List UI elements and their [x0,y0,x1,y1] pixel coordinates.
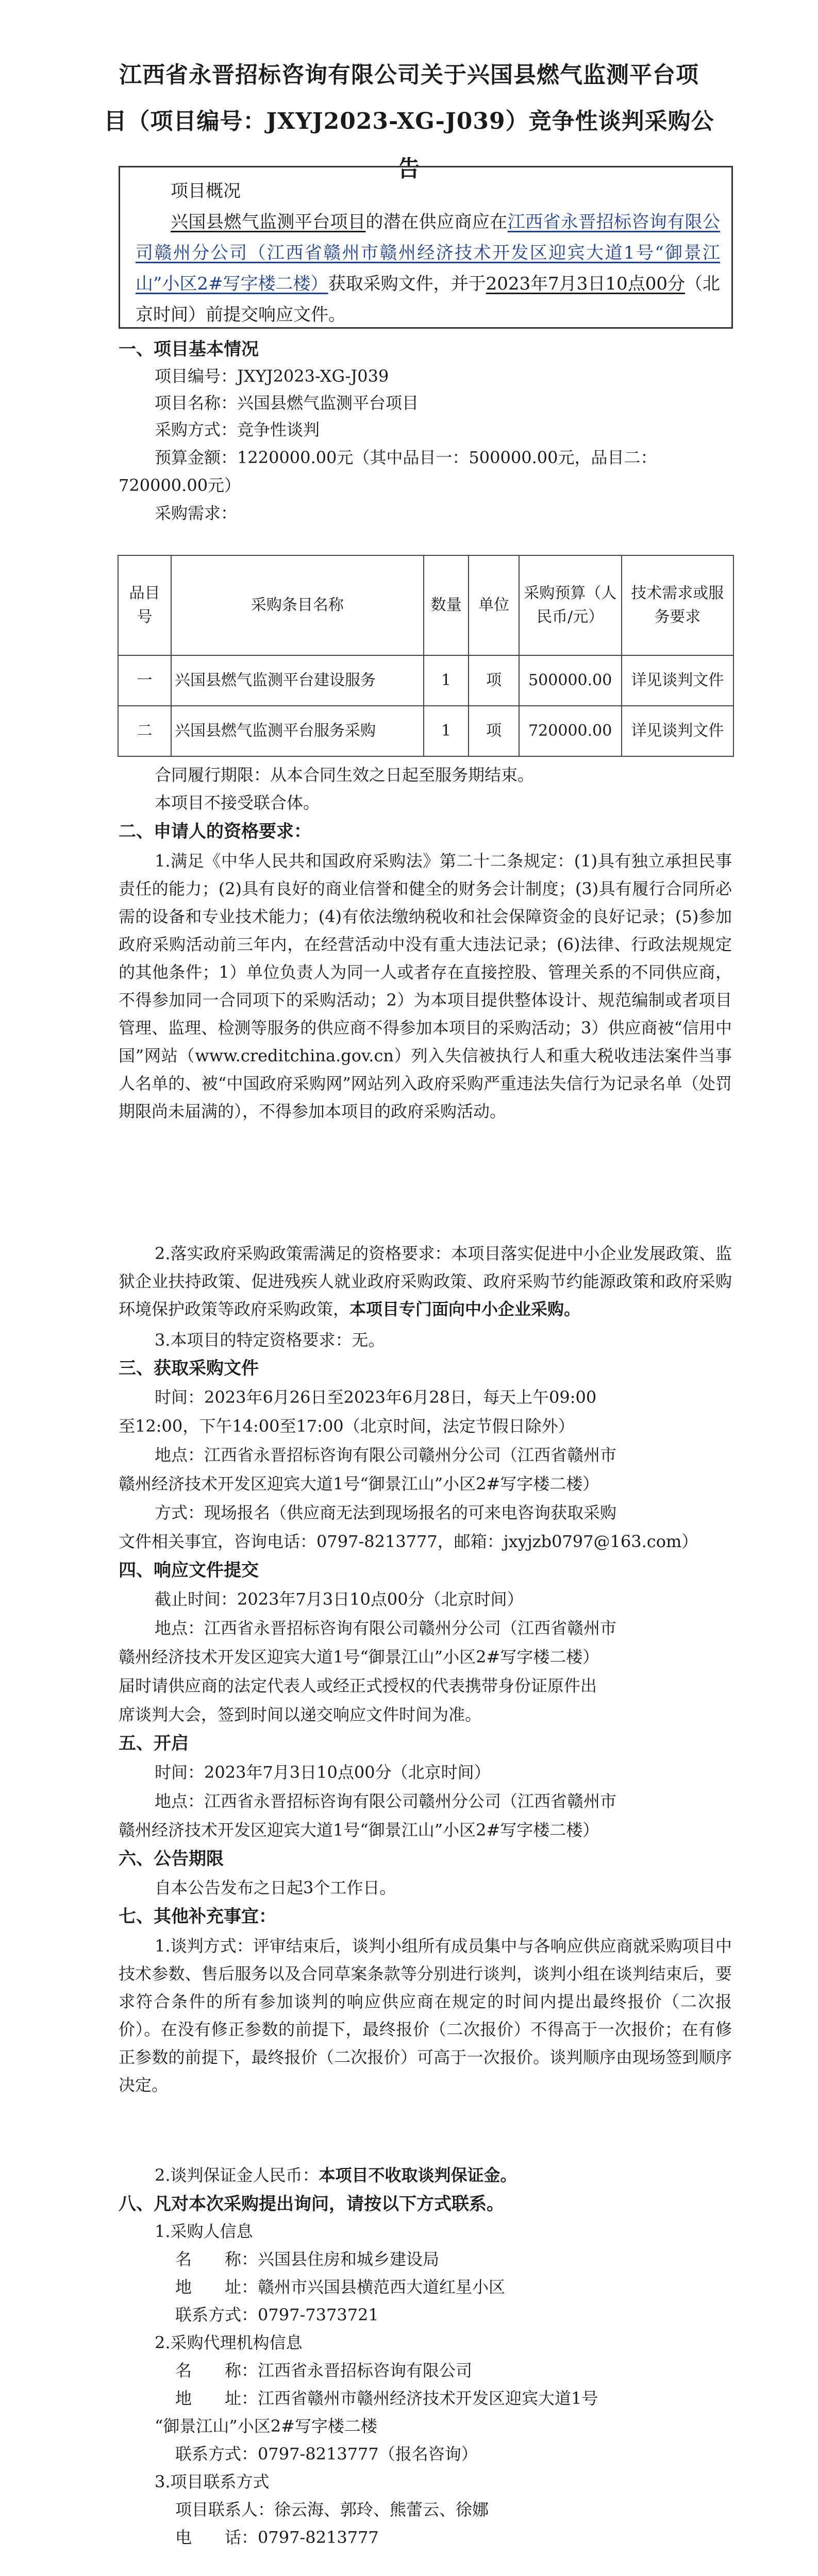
overview-location: 江西省永晋招标咨询有限公司赣州分公司（江西省赣州市赣州经济技术开发区迎宾大道1号“御景江山”小区2#写字楼二楼） [136,212,721,294]
table-cell: 1 [424,706,469,756]
procurement-needs-label: 采购需求： [155,503,238,523]
opening-place-cont: 赣州经济技术开发区迎宾大道1号“御景江山”小区2#写字楼二楼） [119,1820,599,1840]
section-3-heading: 三、获取采购文件 [119,1358,259,1379]
obtain-time-cont: 至12:00，下午14:00至17:00（北京时间，法定节假日除外） [119,1416,575,1436]
buyer-address: 地 址：赣州市兴国县横范西大道红星小区 [175,2277,506,2297]
qualification-specific: 3.本项目的特定资格要求：无。 [155,1330,385,1350]
obtain-way: 方式：现场报名（供应商无法到现场报名的可来电咨询获取采购 [155,1503,617,1522]
section-4-heading: 四、响应文件提交 [119,1560,259,1581]
project-name: 项目名称：兴国县燃气监测平台项目 [155,393,419,413]
buyer-info-heading: 1.采购人信息 [155,2222,253,2241]
budget-amount-cont: 720000.00元） [119,476,241,495]
table-cell: 详见谈判文件 [622,655,733,706]
section-1-heading: 一、项目基本情况 [119,339,259,360]
submit-place: 地点：江西省永晋招标咨询有限公司赣州分公司（江西省赣州市 [155,1618,617,1638]
obtain-place-cont: 赣州经济技术开发区迎宾大道1号“御景江山”小区2#写字楼二楼） [119,1474,599,1494]
table-cell: 720000.00 [519,706,622,756]
sme-only-note: 本项目专门面向中小企业采购。 [349,1299,581,1319]
obtain-way-cont: 文件相关事宜，咨询电话：0797-8213777，邮箱：jxyjzb0797@163.com） [119,1532,698,1551]
agency-address: 地 址：江西省赣州市赣州经济技术开发区迎宾大道1号 [175,2388,598,2408]
section-8-heading: 八、凡对本次采购提出询问，请按以下方式联系。 [119,2194,504,2214]
overview-deadline: 2023年7月3日10点00分 [486,274,685,294]
overview-project-name: 兴国县燃气监测平台项目 [171,212,366,232]
bid-bond-note [155,2162,517,2189]
submit-place-cont2: 届时请供应商的法定代表人或经正式授权的代表携带身份证原件出 [119,1676,597,1696]
agency-name: 名 称：江西省永晋招标咨询有限公司 [175,2361,473,2380]
overview-text-part: 的潜在供应商应在 [365,212,508,232]
table-cell: 兴国县燃气监测平台服务采购 [171,706,424,756]
project-contact-phone: 电 话：0797-8213777 [175,2528,379,2547]
overview-text-part: 获取采购文件，并于 [328,274,486,294]
section-7-heading: 七、其他补充事宜： [119,1906,276,1927]
section-2-heading: 二、申请人的资格要求： [119,821,311,842]
table-cell: 500000.00 [519,655,622,706]
section-5-heading: 五、开启 [119,1733,189,1754]
table-header-cell: 单位 [469,555,519,655]
section-6-heading: 六、公告期限 [119,1849,224,1869]
project-overview-box [119,166,733,329]
bid-bond-value: 本项目不收取谈判保证金。 [319,2165,517,2185]
consortium-note: 本项目不接受联合体。 [155,793,320,812]
buyer-name: 名 称：兴国县住房和城乡建设局 [175,2249,440,2269]
table-cell: 项 [469,655,519,706]
table-cell: 一 [118,655,171,706]
requirements-table [118,555,734,757]
agency-phone: 联系方式：0797-8213777（报名咨询） [175,2444,478,2464]
overview-heading: 项目概况 [171,181,241,201]
table-cell: 1 [424,655,469,706]
agency-info-heading: 2.采购代理机构信息 [155,2333,303,2352]
negotiation-method: 1.谈判方式：评审结束后，谈判小组所有成员集中与各响应供应商就采购项目中技术参数、售后服务以及合同草案条款等分别进行谈判，谈判小组在谈判结束后，要求符合条件的所有参加谈判的响应供应商在规定的时间内提出最终报价（二次报价）。在没有修正参数的前提下，最终报价（二次报价）不得高于一次报价；在有修正参数的前提下，最终报价（二次报价）可高于一次报价。谈判顺序由现场签到顺序决定。 [119,1936,732,2095]
agency-address-cont: “御景江山”小区2#写字楼二楼 [155,2416,377,2436]
announcement-period: 自本公告发布之日起3个工作日。 [155,1878,396,1897]
qualification-policy-text: 2.落实政府采购政策需满足的资格要求：本项目落实促进中小企业发展政策、监狱企业扶持政策、促进残疾人就业政府采购政策、政府采购节约能源政策和政府采购环境保护政策等政府采购政策， [119,1244,732,1319]
opening-place: 地点：江西省永晋招标咨询有限公司赣州分公司（江西省赣州市 [155,1791,617,1811]
budget-amount: 预算金额：1220000.00元（其中品目一：500000.00元，品目二： [155,448,657,467]
table-header-cell: 品目号 [118,555,171,655]
buyer-phone: 联系方式：0797-7373721 [175,2305,379,2325]
obtain-place: 地点：江西省永晋招标咨询有限公司赣州分公司（江西省赣州市 [155,1445,617,1465]
contract-period: 合同履行期限：从本合同生效之日起至服务期结束。 [155,765,535,785]
table-header-row [118,555,733,655]
submit-place-cont: 赣州经济技术开发区迎宾大道1号“御景江山”小区2#写字楼二楼） [119,1647,599,1667]
table-header-cell: 数量 [424,555,469,655]
qualification-general: 1.满足《中华人民共和国政府采购法》第二十二条规定：(1)具有独立承担民事责任的能力；(2)具有良好的商业信誉和健全的财务会计制度；(3)具有履行合同所必需的设备和专业技术能力；(4)有依法缴纳税收和社会保障资金的良好记录；(5)参加政府采购活动前三年内，在经营活动中没有重大违法记录；(6)法律、行政法规规定的其他条件；1）单位负责人为同一人或者存在直接控股、管理关系的不同供应商，不得参加同一合同项下的采购活动；2）为本项目提供整体设计、规范编制或者项目管理、监理、检测等服务的供应商不得参加本项目的采购活动；3）供应商被“信用中国”网站（www.creditchina.gov.cn）列入失信被执行人和重大税收违法案件当事人名单的、被“中国政府采购网”网站列入政府采购严重违法失信行为记录名单（处罚期限尚未届满的），不得参加本项目的政府采购活动。 [119,851,732,1121]
submit-deadline: 截止时间：2023年7月3日10点00分（北京时间） [155,1589,524,1609]
table-cell: 兴国县燃气监测平台建设服务 [171,655,424,706]
table-header-cell: 技术需求或服务要求 [622,555,733,655]
announcement-title-line1: 江西省永晋招标咨询有限公司关于兴国县燃气监测平台项 [119,62,699,88]
overview-text-part: （北京时间）前提交响应文件。 [136,274,720,325]
project-contact-heading: 3.项目联系方式 [155,2472,270,2492]
overview-text [136,207,720,330]
qualification-policy [119,1240,732,1323]
opening-time: 时间：2023年7月3日10点00分（北京时间） [155,1762,491,1782]
table-cell: 项 [469,706,519,756]
obtain-time: 时间：2023年6月26日至2023年6月28日，每天上午09:00 [155,1387,597,1407]
submit-place-cont3: 席谈判大会，签到时间以递交响应文件时间为准。 [119,1705,482,1724]
table-cell: 详见谈判文件 [622,706,733,756]
table-header-cell: 采购预算（人民币/元） [519,555,622,655]
bid-bond-label: 2.谈判保证金人民币： [155,2165,319,2185]
project-contact-people: 项目联系人：徐云海、郭玲、熊蕾云、徐娜 [175,2500,489,2519]
table-cell: 二 [118,706,171,756]
table-header-cell: 采购条目名称 [171,555,424,655]
table-row [118,655,733,706]
project-code: 项目编号：JXYJ2023-XG-J039 [155,366,389,386]
procurement-method: 采购方式：竞争性谈判 [155,420,320,439]
announcement-title-line2: 目（项目编号：JXYJ2023-XG-J039）竞争性谈判采购公告 [104,108,714,182]
table-row [118,706,733,756]
